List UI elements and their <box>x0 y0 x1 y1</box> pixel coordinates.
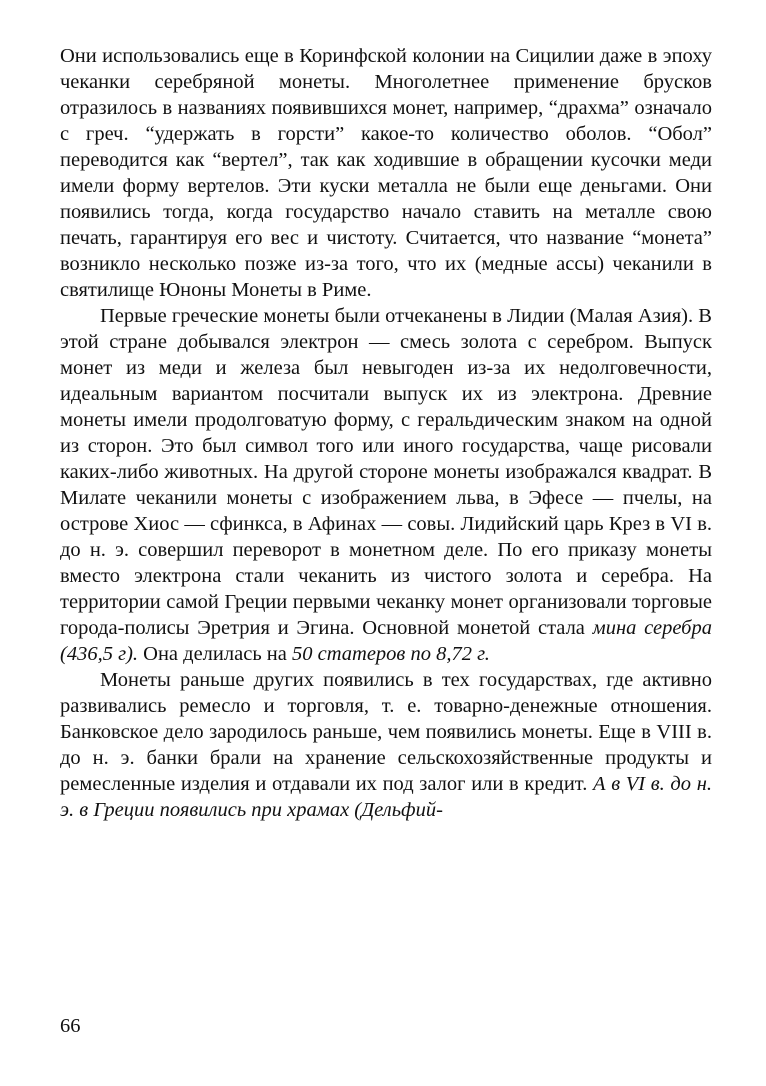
paragraph-1 <box>60 43 712 303</box>
paragraph-2 <box>60 303 712 667</box>
paragraph-3-text: Монеты раньше других появились в тех государствах, где активно развивались ремесло и торговля, т. е. товарно-денежные отношения. Банковское дело зародилось раньше, чем появились монеты. Еще в VIII в. до н. э. банки брали на хранение сельскохозяйственные продукты и ремесленные изделия и отдавали их под залог или в кредит. <box>60 669 712 795</box>
paragraph-3-italic: А в VI в. до н. э. в Греции появились при храмах (Дельфий- <box>60 773 712 821</box>
page-body <box>60 43 712 823</box>
paragraph-2-italic-staters: 50 статеров по 8,72 г. <box>291 643 490 665</box>
paragraph-2-text-a: Первые греческие монеты были отчеканены в Лидии (Малая Азия). В этой стране добывался электрон — смесь золота с серебром. Выпуск монет из меди и железа был невыгоден из-за их недолговечности, идеальным вариантом посчитали выпуск их из электрона. Древние монеты имели продолговатую форму, с геральдическим знаком на одной из сторон. Это был символ того или иного государства, чаще рисовали каких-либо животных. На другой стороне монеты изображался квадрат. В Милате чеканили монеты с изображением льва, в Эфесе — пчелы, на острове Хиос — сфинкса, в Афинах — совы. Лидийский царь Крез в VI в. до н. э. совершил переворот в монетном деле. По его приказу монеты вместо электрона стали чеканить из чистого золота и серебра. На территории самой Греции первыми чеканку монет организовали торговые города-полисы Эретрия и Эгина. Основной монетой стала <box>60 305 712 639</box>
paragraph-1-text: Они использовались еще в Коринфской колонии на Сицилии даже в эпоху чеканки серебряной монеты. Многолетнее применение брусков отразилось в названиях появившихся монет, например, “драхма” означало с греч. “удержать в горсти” какое-то количество оболов. “Обол” переводится как “вертел”, так как ходившие в обращении кусочки меди имели форму вертелов. Эти куски металла не были еще деньгами. Они появились тогда, когда государство начало ставить на металле свою печать, гарантируя его вес и чистоту. Считается, что название “монета” возникло несколько позже из-за того, что их (медные ассы) чеканили в святилище Юноны Монеты в Риме. <box>60 45 712 301</box>
paragraph-3 <box>60 667 712 823</box>
paragraph-2-text-b: Она делилась на <box>138 643 292 665</box>
paragraph-2-italic-mina: мина серебра (436,5 г). <box>60 617 712 665</box>
page-number: 66 <box>60 1015 81 1037</box>
